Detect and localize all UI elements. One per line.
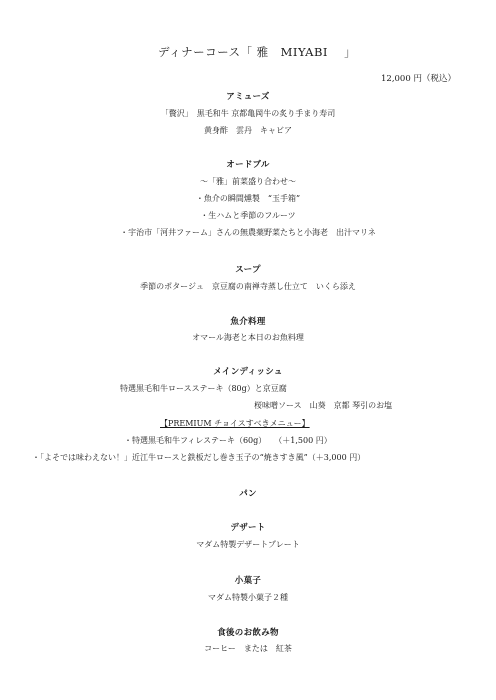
dessert-item-1: マダム特製デザートプレート [196,540,300,549]
main-dish-item-2: 桜味噌ソース 山葵 京都 琴引のお塩 [254,401,393,410]
section-heading-hors-doeuvre: オードブル [226,160,270,170]
section-heading-amuse: アミューズ [226,92,270,102]
section-heading-seafood: 魚介料理 [230,317,266,327]
section-heading-main-dish: メインディッシュ [213,367,283,377]
hors-doeuvre-item-1: ～「雅」前菜盛り合わせ～ [200,177,296,186]
premium-choice-label: 【PREMIUM チョイスすべきメニュー】 [160,419,310,428]
course-price: 12,000 円（税込） [381,74,456,84]
page-title: ディナーコース「 雅 MIYABI 」 [158,45,357,59]
hors-doeuvre-item-3: ・生ハムと季節のフルーツ [200,211,296,220]
section-heading-soup: スープ [235,265,261,275]
seafood-item-1: オマール海老と本日のお魚料理 [192,333,304,342]
section-heading-bread: パン [239,489,257,499]
amuse-item-1: 「贅沢」 黒毛和牛 京都亀岡牛の炙り手まり寿司 [160,109,336,118]
hors-doeuvre-item-4: ・宇治市「河井ファーム」さんの無農薬野菜たちと小海老 出汁マリネ [120,228,376,237]
main-dish-item-1: 特選黒毛和牛ロースステーキ（80g）と京豆腐 [120,384,287,393]
amuse-item-2: 黄身酢 雲丹 キャビア [204,126,292,135]
section-heading-dessert: デザート [230,523,266,533]
soup-item-1: 季節のポタージュ 京豆腐の南禅寺蒸し仕立て いくら添え [140,282,356,291]
after-meal-drink-item-1: コーヒー または 紅茶 [204,644,292,653]
petit-fours-item-1: マダム特製小菓子２種 [208,593,288,602]
main-dish-option-2: ・「よそでは味わえない！」近江牛ロースと鉄板だし巻き玉子の“焼きすき風”（＋3,000 円） [32,453,366,462]
main-dish-option-1: ・特選黒毛和牛フィレステーキ（60g） （＋1,500 円） [124,436,332,445]
section-heading-petit-fours: 小菓子 [234,576,262,586]
section-heading-after-meal-drink: 食後のお飲み物 [217,628,279,638]
hors-doeuvre-item-2: ・魚介の瞬間燻製 “玉手箱” [195,194,301,203]
